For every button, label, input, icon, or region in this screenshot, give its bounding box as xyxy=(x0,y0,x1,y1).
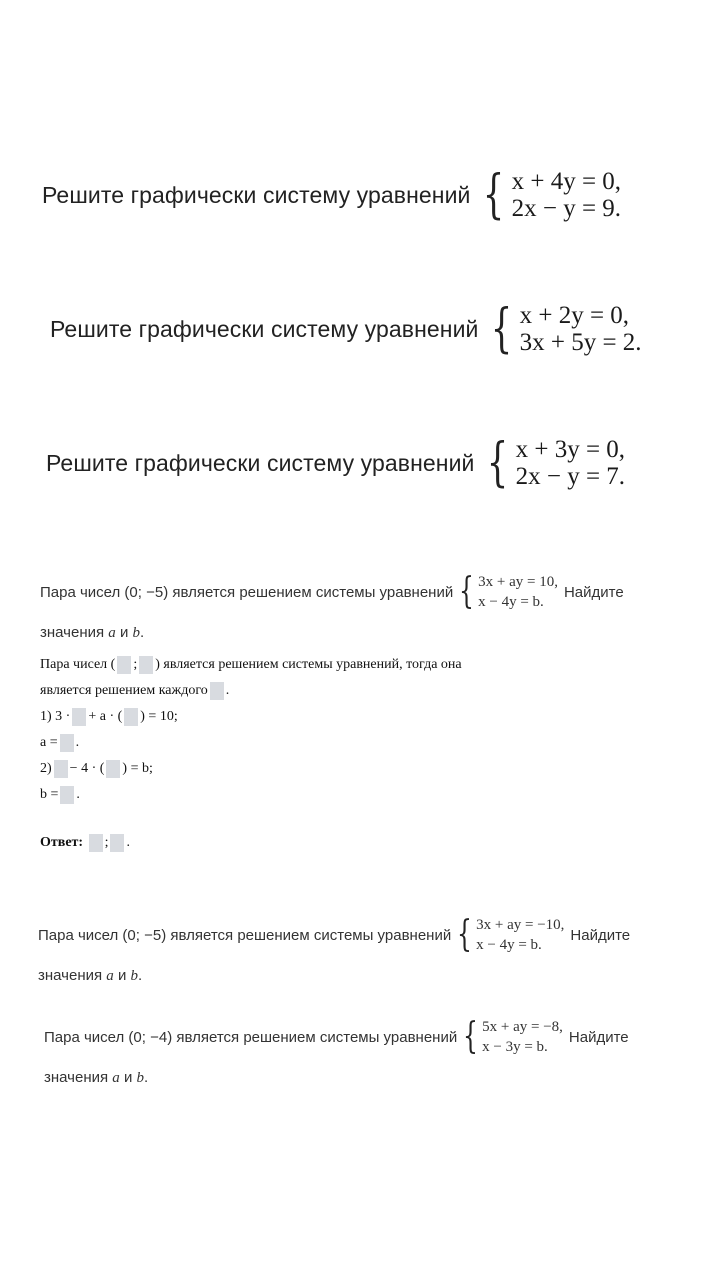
answer-label: Ответ: xyxy=(40,835,84,850)
brace-icon: { xyxy=(463,1016,479,1057)
blank-box[interactable] xyxy=(139,656,153,674)
brace-icon: { xyxy=(490,299,512,359)
equation-1b: 2x − y = 9. xyxy=(511,195,622,222)
text: . xyxy=(76,787,80,802)
var-a: a xyxy=(112,1070,120,1086)
text: Пара чисел ( xyxy=(40,657,116,672)
equation-3a: x + 3y = 0, xyxy=(515,436,626,463)
equation-system-4 xyxy=(453,572,558,612)
problem-2-text: Решите графически систему уравнений xyxy=(50,315,479,342)
dot: . xyxy=(138,967,143,984)
equation-6a: 5x + ay = −8, xyxy=(482,1019,563,1035)
equation-2a: x + 2y = 0, xyxy=(519,302,630,329)
text: ) = b; xyxy=(122,761,153,776)
brace-icon: { xyxy=(482,165,504,225)
problem-2 xyxy=(50,299,642,359)
brace-icon: { xyxy=(459,571,475,612)
template-line-4 xyxy=(40,730,462,756)
problem-5-text: Пара чисел (0; −5) является решением системы уравнений xyxy=(38,926,452,944)
template-line-5 xyxy=(40,756,462,782)
equation-5b: x − 4y = b. xyxy=(476,937,542,953)
problem-6-text: Пара чисел (0; −4) является решением системы уравнений xyxy=(44,1028,458,1046)
equation-5a: 3x + ay = −10, xyxy=(476,917,565,933)
blank-box[interactable] xyxy=(60,734,74,752)
text: . xyxy=(75,735,80,750)
var-a: a xyxy=(106,968,114,984)
dot: . xyxy=(144,1069,149,1086)
and-text: и xyxy=(113,967,131,984)
blank-box[interactable] xyxy=(60,786,74,804)
text: 2) xyxy=(40,761,52,776)
text: ; xyxy=(133,657,138,672)
text: ; xyxy=(104,835,109,850)
line2-text: значения xyxy=(44,1069,113,1086)
text: . xyxy=(225,683,230,698)
text: . xyxy=(126,835,130,850)
equation-system-1 xyxy=(471,165,622,225)
brace-icon: { xyxy=(486,433,508,493)
problem-1 xyxy=(42,165,622,225)
equation-3b: 2x − y = 7. xyxy=(515,463,626,490)
blank-box[interactable] xyxy=(117,656,131,674)
var-a: a xyxy=(108,625,116,641)
blank-box[interactable] xyxy=(210,682,224,700)
equation-system-5 xyxy=(451,915,564,955)
equation-6b: x − 3y = b. xyxy=(482,1039,548,1055)
text: 1) 3 · xyxy=(40,709,71,724)
problem-3-text: Решите графически систему уравнений xyxy=(46,449,475,476)
text: + a · ( xyxy=(88,709,123,724)
equation-1a: x + 4y = 0, xyxy=(511,168,622,195)
equation-system-2 xyxy=(479,299,642,359)
text: является решением каждого xyxy=(40,683,208,698)
template-line-6 xyxy=(40,782,462,808)
blank-box[interactable] xyxy=(124,708,138,726)
text: ) = 10; xyxy=(140,709,178,724)
line2-text: значения xyxy=(38,967,107,984)
problem-6-line2 xyxy=(44,1069,629,1087)
blank-box[interactable] xyxy=(72,708,86,726)
text: − 4 · ( xyxy=(69,761,105,776)
problem-6 xyxy=(44,1017,629,1087)
and-text: и xyxy=(119,1069,137,1086)
and-text: и xyxy=(115,624,133,641)
text: b = xyxy=(40,787,59,802)
blank-box[interactable] xyxy=(110,834,124,852)
dot: . xyxy=(140,624,145,641)
problem-5-line2 xyxy=(38,967,630,985)
template-line-2 xyxy=(40,678,462,704)
problem-6-tail: Найдите xyxy=(568,1028,629,1046)
equation-4b: x − 4y = b. xyxy=(478,594,544,610)
problem-4 xyxy=(40,572,624,642)
text: a = xyxy=(40,735,58,750)
blank-box[interactable] xyxy=(54,760,68,778)
brace-icon: { xyxy=(457,914,473,955)
problem-4-tail: Найдите xyxy=(563,583,624,601)
equation-4a: 3x + ay = 10, xyxy=(478,574,558,590)
problem-5-tail: Найдите xyxy=(570,926,631,944)
equation-system-3 xyxy=(475,433,626,493)
equation-2b: 3x + 5y = 2. xyxy=(519,329,642,356)
problem-4-line2 xyxy=(40,624,624,642)
solution-template xyxy=(40,652,462,856)
blank-box[interactable] xyxy=(106,760,120,778)
var-b: b xyxy=(132,625,141,641)
problem-3 xyxy=(46,433,626,493)
equation-system-6 xyxy=(457,1017,563,1057)
template-line-3 xyxy=(40,704,462,730)
template-line-1 xyxy=(40,652,462,678)
template-answer xyxy=(40,830,462,856)
line2-text: значения xyxy=(40,624,109,641)
var-b: b xyxy=(136,1070,145,1086)
text: ) является решением системы уравнений, тогда она xyxy=(155,657,462,672)
problem-5 xyxy=(38,915,630,985)
var-b: b xyxy=(130,968,139,984)
blank-box[interactable] xyxy=(89,834,103,852)
problem-1-text: Решите графически систему уравнений xyxy=(42,181,471,208)
problem-4-text: Пара чисел (0; −5) является решением системы уравнений xyxy=(40,583,454,601)
